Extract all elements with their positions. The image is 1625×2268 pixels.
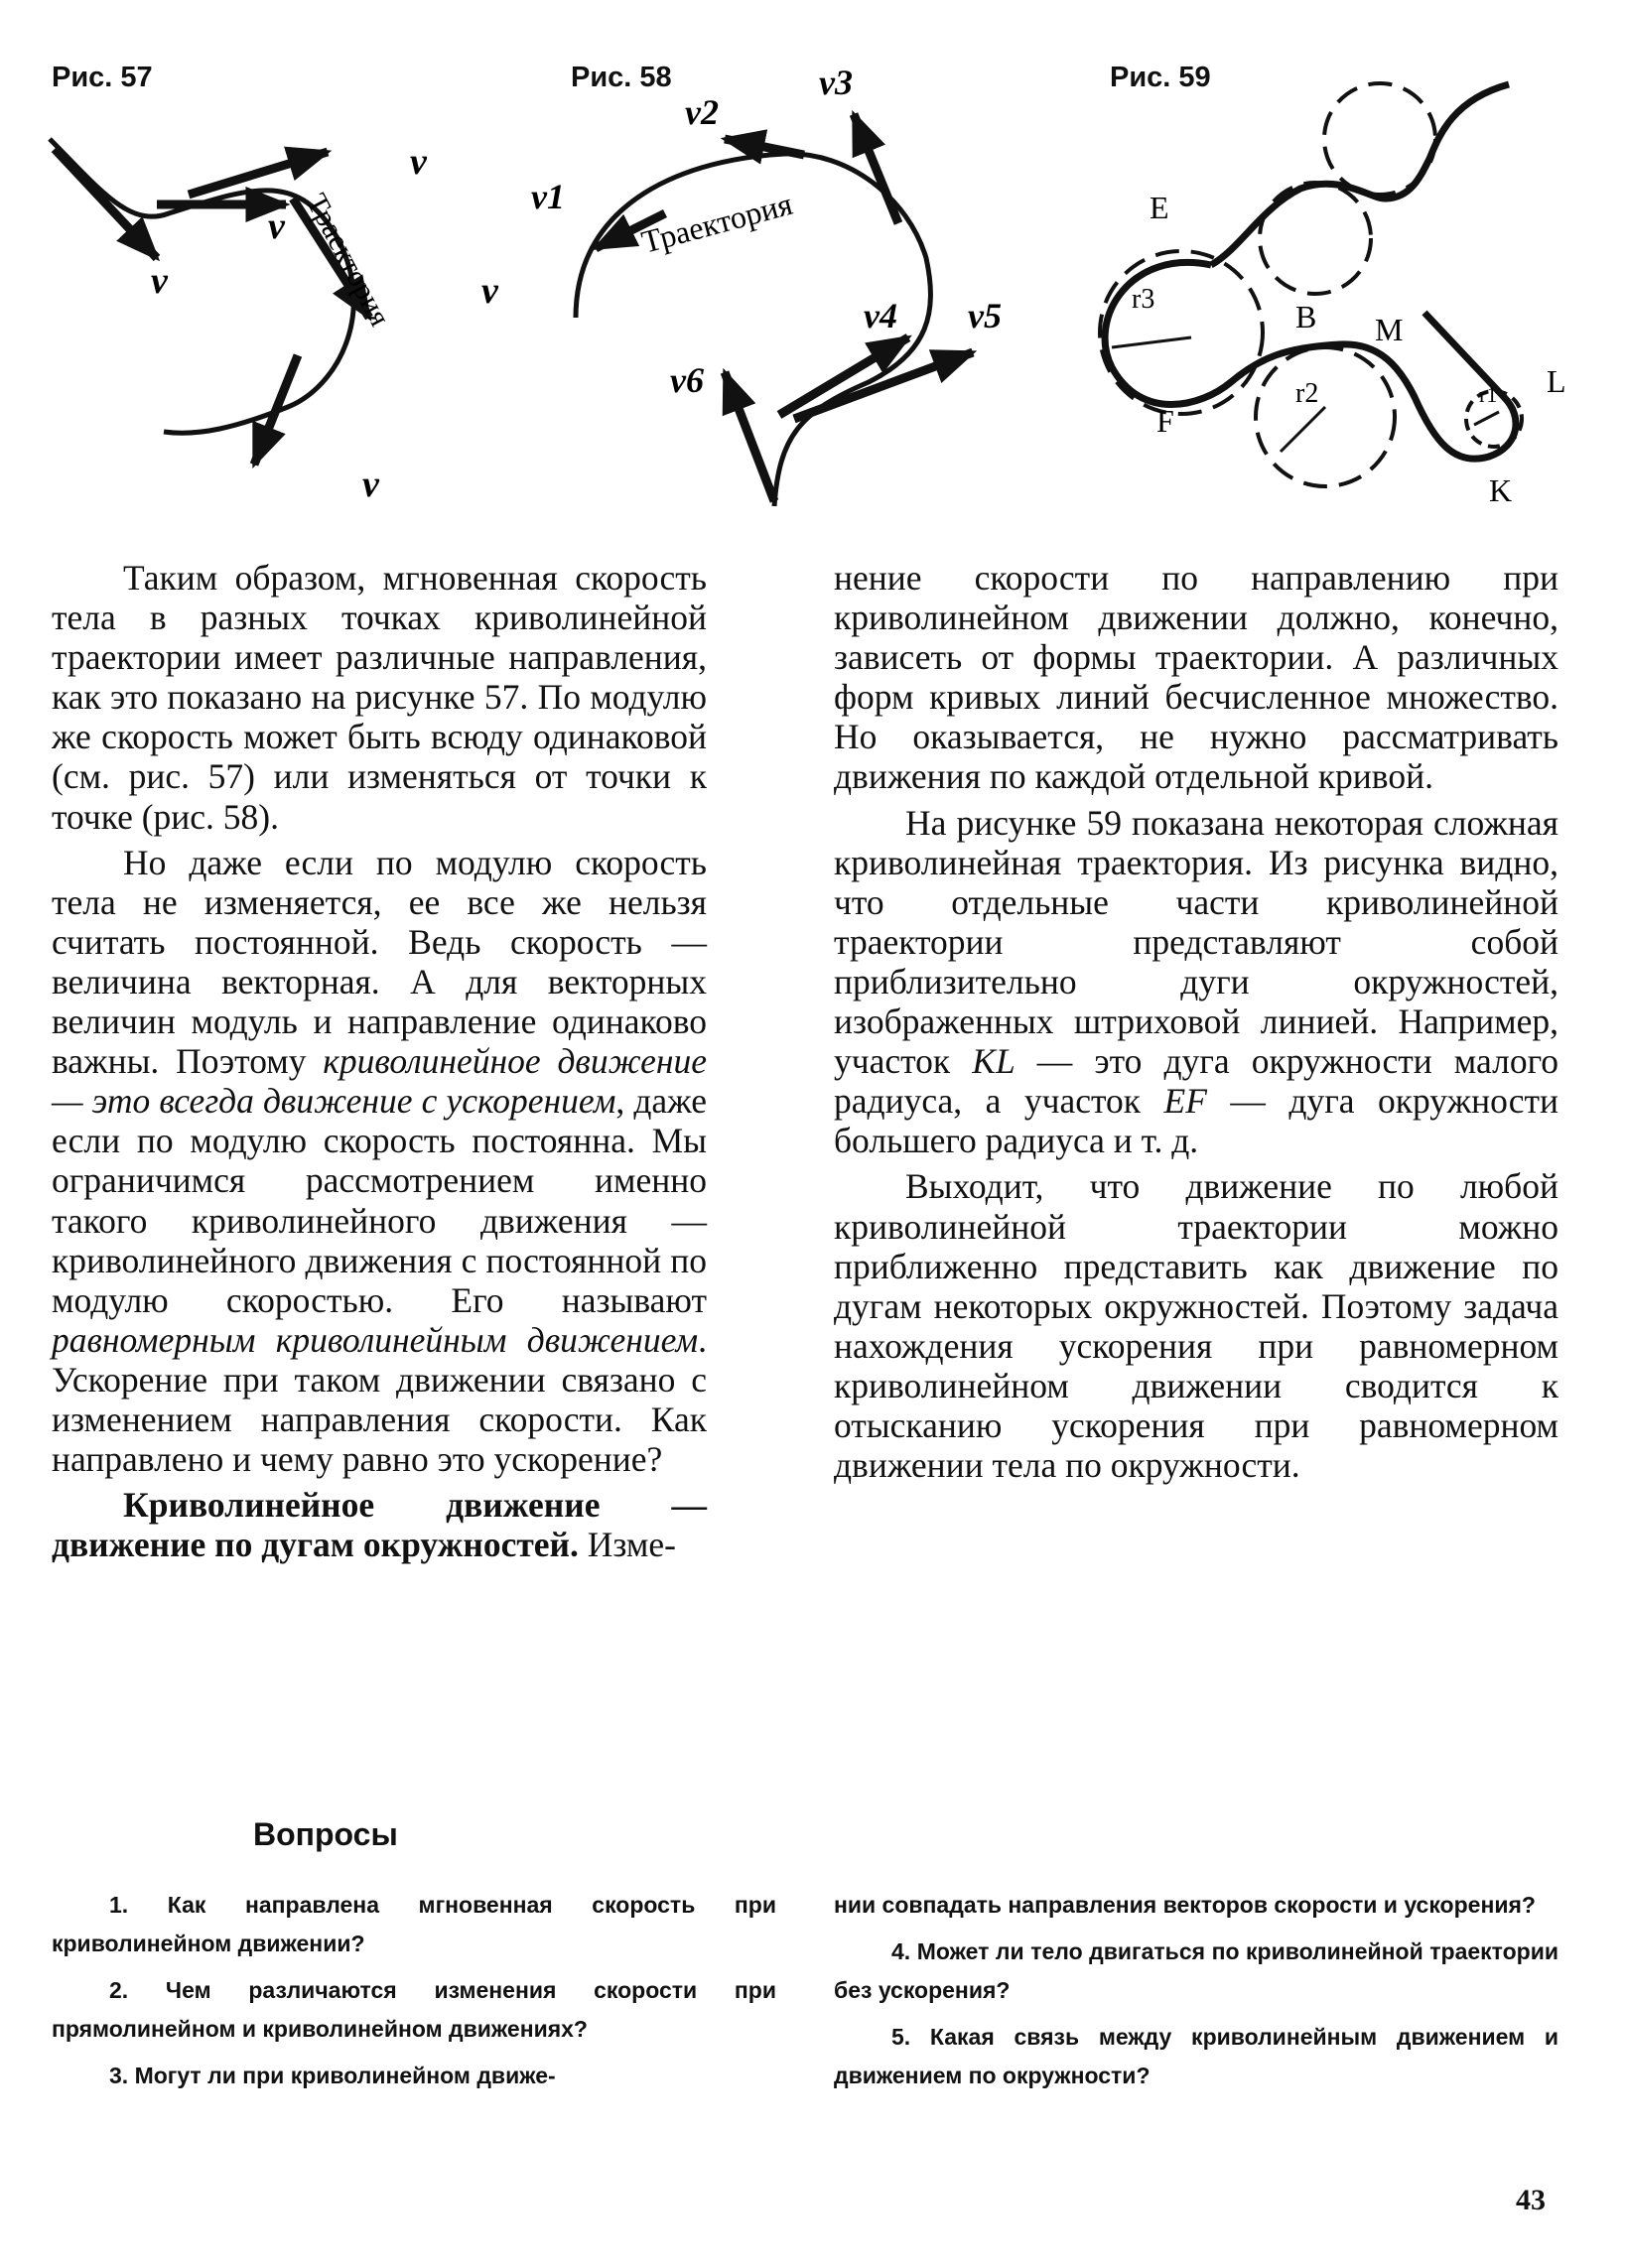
figure-58	[531, 50, 1047, 526]
trajectory-label: Траектория	[637, 185, 796, 260]
body-text-right-column	[834, 558, 1558, 1485]
velocity-label-v3: v3	[819, 63, 853, 102]
velocity-label-v1: v1	[531, 177, 565, 216]
radius-r1	[1474, 412, 1499, 425]
radius-r2	[1281, 407, 1325, 452]
paragraph: На рисунке 59 показана некоторая сложная криволинейная траектория. Из рисунка видно, что отдельные части криволинейной траектории представляют собой приблизительно дуги окружностей, изображенных штриховой линией. Например, участок KL — это дуга окружности малого радиуса, а участок EF — дуга окружности большего радиуса и т. д.	[834, 802, 1558, 1161]
velocity-label-v5: v5	[968, 296, 1002, 335]
questions-left-column	[52, 1886, 776, 2103]
point-label-k: K	[1489, 472, 1513, 508]
velocity-label-v4: v4	[864, 296, 897, 335]
dashed-circle	[1260, 183, 1371, 294]
velocity-vector	[254, 355, 298, 465]
velocity-vector	[725, 372, 774, 501]
paragraph: Таким образом, мгновенная скорость тела в разных точках криволинейной траектории имеет различные направления, как это показано на рисунке 57. По модулю же скорость может быть всюду одинаковой (см. рис. 57) или изменяться от точки к точке (рис. 58).	[52, 558, 707, 837]
velocity-vector	[725, 139, 804, 155]
figure-59	[1072, 60, 1588, 526]
radius-label-r3: r3	[1132, 284, 1155, 315]
trajectory-label: Траектория	[299, 188, 397, 332]
dashed-circle	[1256, 347, 1395, 486]
velocity-label-v6: v6	[670, 360, 704, 400]
question-1: 1. Как направлена мгновенная скорость при криволинейном движении?	[52, 1892, 776, 1956]
radius-r3	[1112, 337, 1191, 347]
velocity-label-v2: v2	[685, 92, 719, 132]
figure-57	[40, 109, 516, 516]
point-label-b: B	[1295, 299, 1317, 334]
trajectory-curve	[1211, 84, 1509, 265]
paragraph: нение скорости по направлению при криволинейном движении должно, конечно, зависеть от формы траектории. А различных форм кривых линий бесчисленное множество. Но оказывается, не нужно рассматривать движения по каждой отдельной кривой.	[834, 558, 1558, 797]
velocity-label: v	[268, 205, 285, 247]
figure-59-caption: Рис. 59	[1110, 62, 1211, 93]
radius-label-r1: r1	[1479, 382, 1498, 407]
questions-title: Вопросы	[253, 1816, 398, 1852]
questions-right-column	[834, 1886, 1558, 2103]
velocity-label: v	[151, 260, 168, 302]
radius-label-r2: r2	[1295, 378, 1319, 409]
section-heading: Криволинейное движение — движение по дугам окружностей.	[52, 1485, 707, 1565]
velocity-label: v	[481, 270, 498, 312]
velocity-vector	[189, 152, 328, 195]
velocity-vector	[854, 114, 898, 223]
question-2: 2. Чем различаются изменения скорости при прямолинейном и криволинейном движениях?	[52, 1977, 776, 2042]
velocity-vector	[55, 149, 157, 258]
figure-58-caption: Рис. 58	[571, 62, 672, 93]
point-label-m: M	[1375, 312, 1404, 347]
section-heading-paragraph: Криволинейное движение — движение по дугам окружностей. Изме-	[52, 1485, 707, 1565]
trajectory-curve	[50, 139, 353, 433]
paragraph: Выходит, что движение по любой криволинейной траектории можно приближенно представить как движение по дугам некоторых окружностей. Поэтому задача нахождения ускорения при равномерном криволинейном движении сводится к отысканию ускорения при равномерном движении тела по окружности.	[834, 1166, 1558, 1486]
question-4: 4. Может ли тело двигаться по криволинейной траектории без ускорения?	[834, 1938, 1558, 2003]
point-label-e: E	[1150, 190, 1169, 225]
point-label-f: F	[1156, 403, 1174, 439]
point-label-l: L	[1547, 363, 1566, 399]
question-3: 3. Могут ли при криволинейном движе-	[109, 2063, 556, 2088]
page-number: 43	[1516, 2184, 1546, 2216]
velocity-label: v	[410, 141, 427, 183]
question-5: 5. Какая связь между криволинейным движением и движением по окружности?	[834, 2024, 1558, 2088]
figure-57-caption: Рис. 57	[52, 62, 153, 93]
velocity-label: v	[362, 464, 379, 505]
body-text-left-column	[52, 558, 707, 1564]
question-3-continued: нии совпадать направления векторов скорости и ускорения?	[834, 1892, 1536, 1918]
paragraph: Но даже если по модулю скорость тела не изменяется, ее все же нельзя считать постоянной. Ведь скорость — величина векторная. А для векторных величин модуль и направление одинаково важны. Поэтому криволинейное движение — это всегда движение с ускорением, даже если по модулю скорость постоянна. Мы ограничимся рассмотрением именно такого криволинейного движения — криволинейного движения с постоянной по модулю скоростью. Его называют равномерным криволинейным движением. Ускорение при таком движении связано с изменением направления скорости. Как направлено и чему равно это ускорение?	[52, 842, 707, 1480]
